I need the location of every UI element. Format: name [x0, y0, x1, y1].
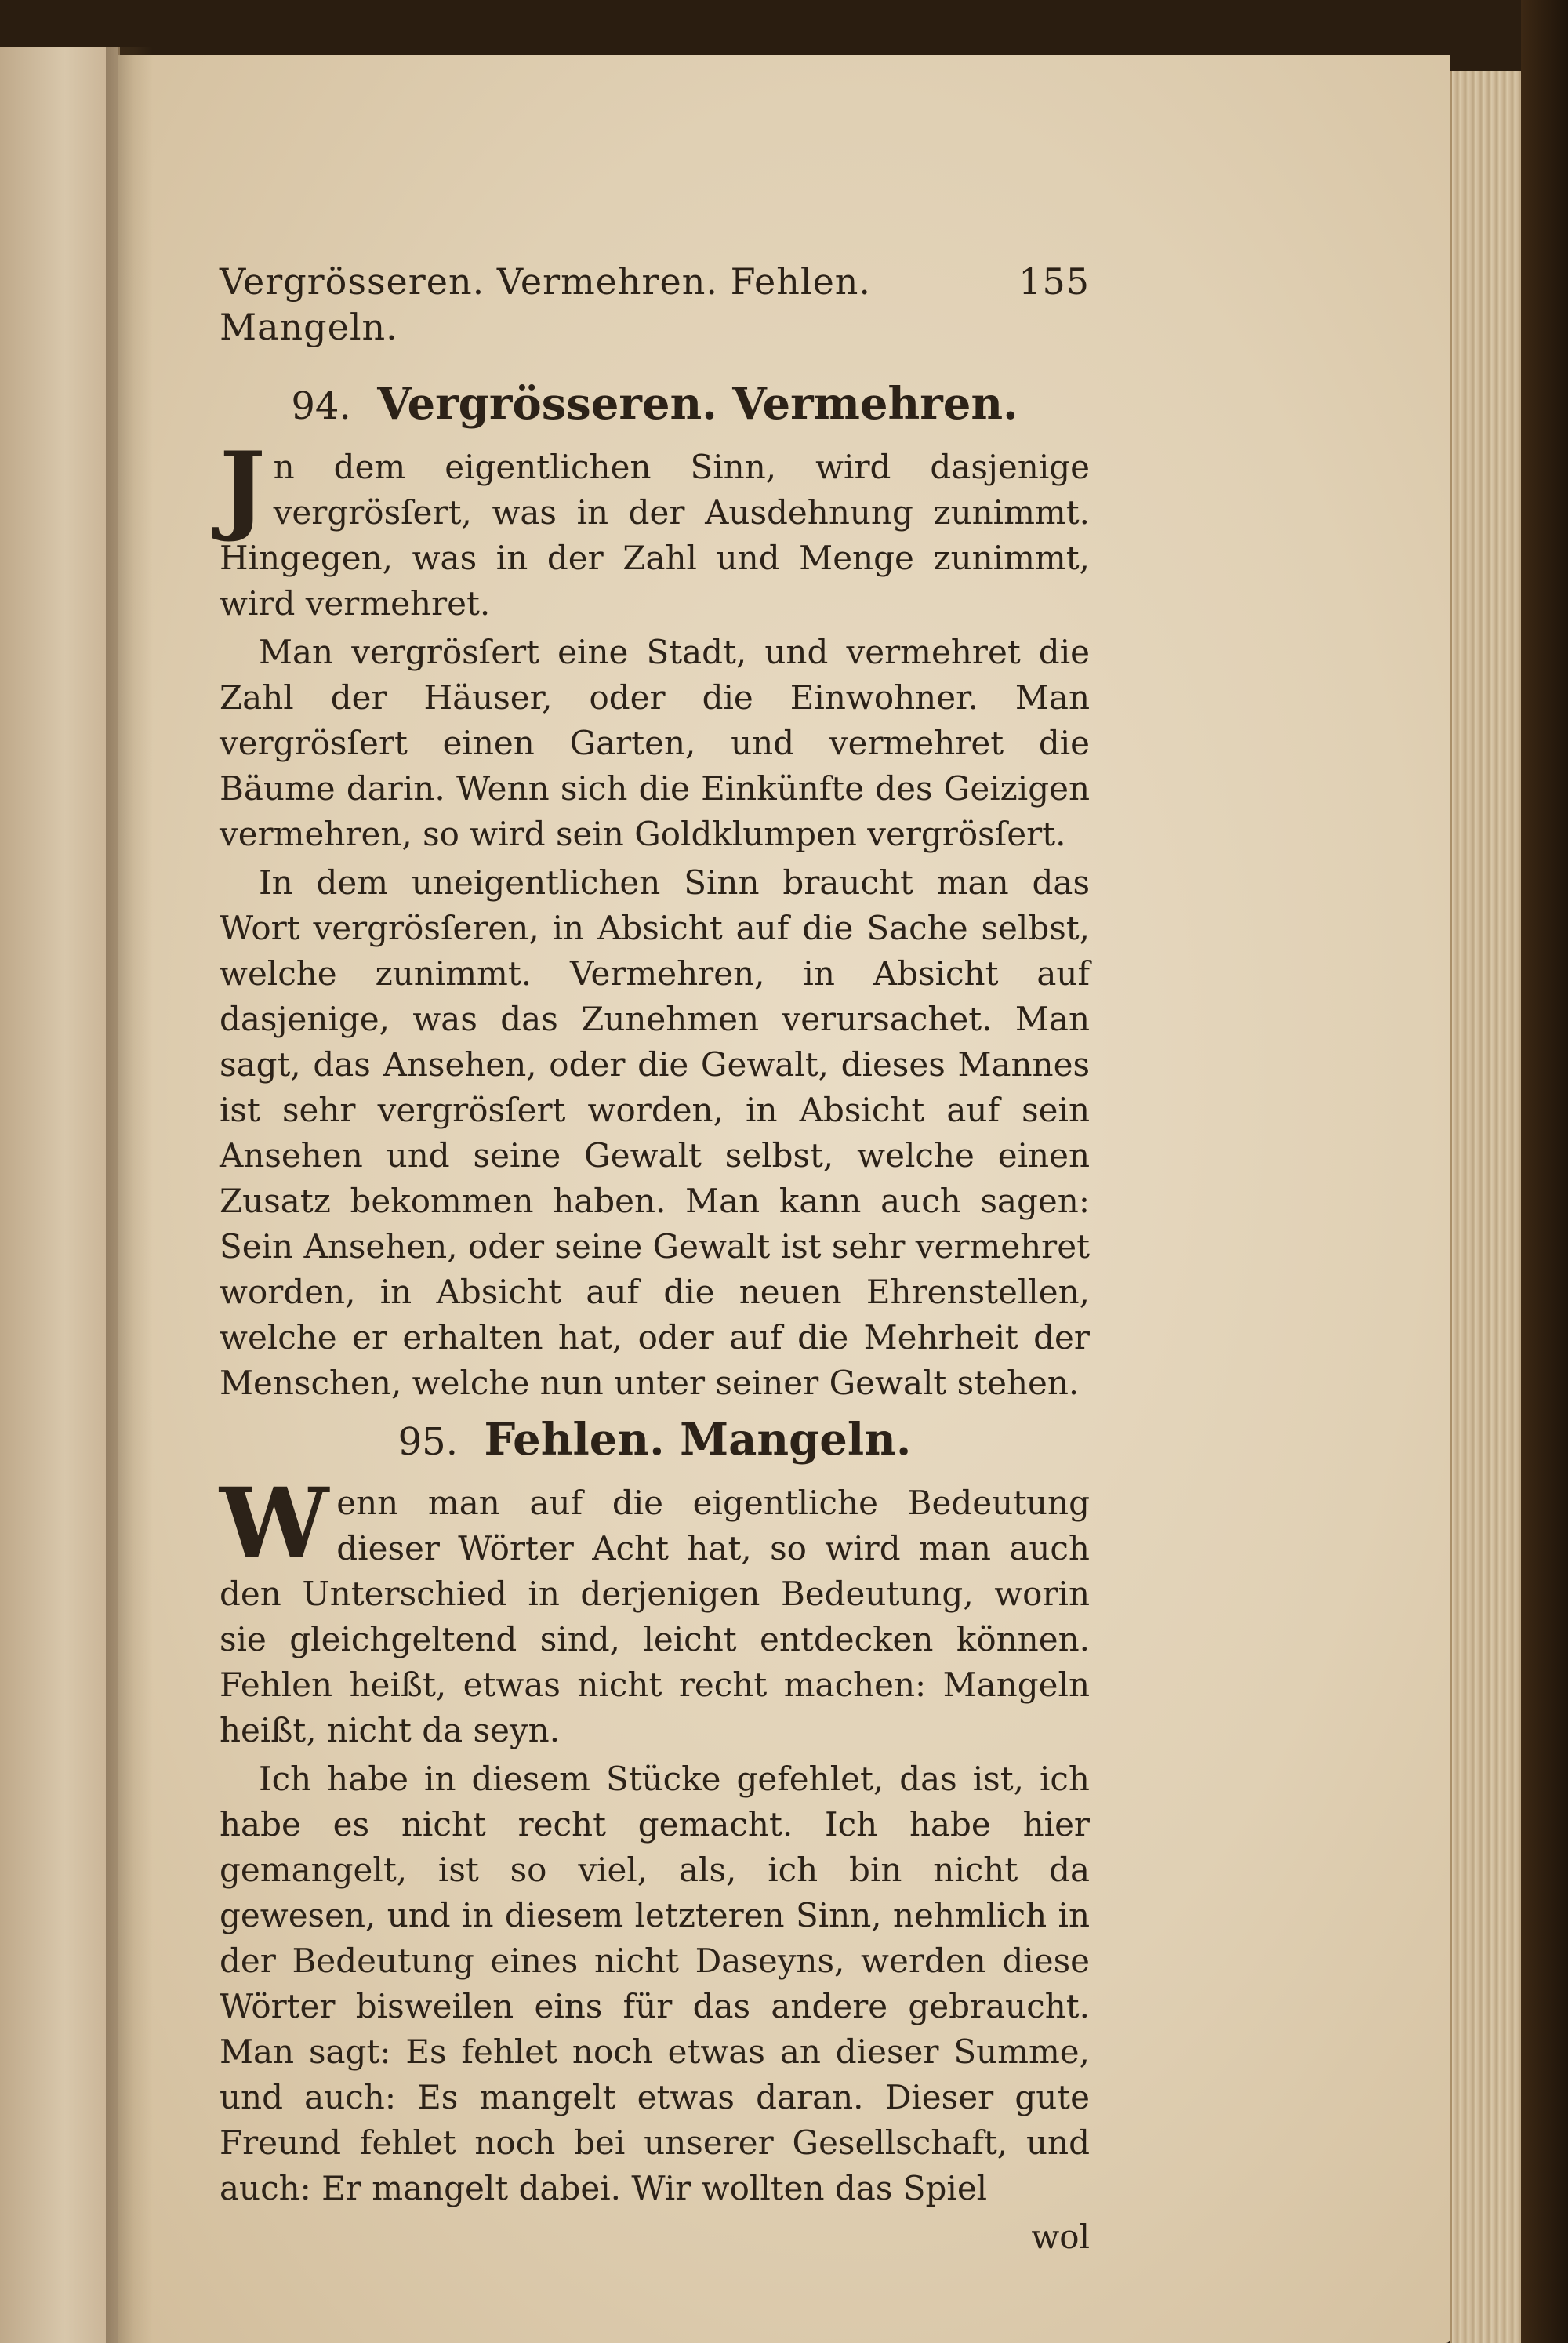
page-edges: [1450, 71, 1523, 2343]
drop-cap: J: [220, 431, 266, 545]
catchword: wol: [1031, 2218, 1090, 2256]
section-number: 94.: [291, 384, 351, 428]
paragraph: Ich habe in diesem Stücke gefehlet, das ist, ich habe es nicht recht gemacht. Ich habe hier gemangelt, ist so viel, als, ich bin nicht da gewesen, und in diesem letzteren Sinn, nehmlich in der Bedeutung eines nicht Daseyns, werden diese Wörter bisweilen eins für das andere gebraucht. Man sagt: Es fehlet noch etwas an dieser Summe, und auch: Es mangelt etwas daran. Dieser gute Freund fehlet noch bei unserer Gesellschaft, und auch: Er mangelt dabei. Wir wollten das Spiel: [220, 1760, 1090, 2207]
paragraph: In dem uneigentlichen Sinn braucht man das Wort vergrösſeren, in Absicht auf die Sache selbst, welche zunimmt. Vermehren, in Absicht auf dasjenige, was das Zunehmen verursachet. Man sagt, das Ansehen, oder die Gewalt, dieses Mannes ist sehr vergrösſert worden, in Absicht auf sein Ansehen und seine Gewalt selbst, welche einen Zusatz bekommen haben. Man kann auch sagen: Sein Ansehen, oder seine Gewalt ist sehr vermehret worden, in Absicht auf die neuen Ehrenstellen, welche er erhalten hat, oder auf die Mehrheit der Menschen, welche nun unter seiner Gewalt stehen.: [220, 863, 1090, 1402]
paragraph-text: n dem eigentlichen Sinn, wird dasjenige vergrösſert, was in der Ausdehnung zunimmt. Hingegen, was in der Zahl und Menge zunimmt, wird vermehret.: [220, 448, 1090, 623]
section-94: [220, 376, 1090, 1406]
page-text-block: [220, 259, 1090, 2260]
running-head: [220, 259, 1090, 350]
page-number: 155: [1018, 260, 1090, 303]
section-first-paragraph: [220, 1467, 1090, 1753]
drop-cap: W: [220, 1467, 329, 1581]
section-heading: [220, 1412, 1090, 1469]
book-gutter: [106, 47, 153, 2343]
paragraph-text: enn man auf die eigentliche Bedeutung dieser Wörter Acht hat, so wird man auch den Unterschied in derjenigen Bedeutung, worin sie gleichgeltend sind, leicht entdecken können. Fehlen heißt, etwas nicht recht machen: Mangeln heißt, nicht da seyn.: [220, 1484, 1090, 1749]
section-heading: [220, 376, 1090, 434]
running-head-title: Vergrösseren. Vermehren. Fehlen. Mangeln.: [220, 260, 872, 348]
left-page-edge: [0, 47, 120, 2343]
section-title: Vergrösseren. Vermehren.: [377, 378, 1018, 430]
section-first-paragraph: [220, 431, 1090, 627]
paragraph: Man vergrösſert eine Stadt, und vermehret die Zahl der Häuser, oder die Einwohner. Man vergrösſert einen Garten, und vermehret die Bäume darin. Wenn sich die Einkünfte des Geizigen vermehren, so wird sein Goldklumpen vergrösſert.: [220, 633, 1090, 853]
section-number: 95.: [397, 1420, 458, 1464]
book-spine: [1521, 0, 1568, 2343]
section-title: Fehlen. Mangeln.: [484, 1414, 912, 1466]
section-95: [220, 1412, 1090, 2211]
